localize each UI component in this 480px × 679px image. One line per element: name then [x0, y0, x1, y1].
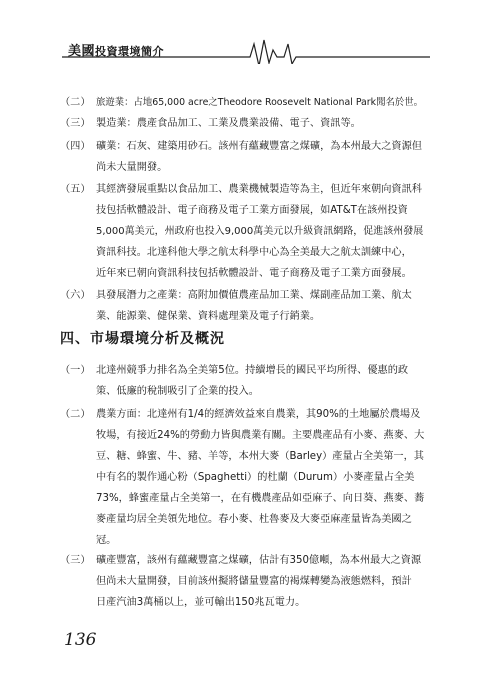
- list-item: [60, 360, 426, 402]
- page-number: 136: [64, 630, 97, 650]
- list-item: [60, 285, 426, 327]
- item-number: （五）: [60, 184, 91, 195]
- section-title: 四、市場環境分析及概況: [60, 331, 225, 347]
- item-number: （六）: [60, 290, 91, 301]
- item-line: 具發展潛力之產業：高附加價值農產品加工業、煤副產品加工業、航太: [96, 290, 412, 301]
- list-item: [60, 404, 426, 551]
- item-line: 但尚未大量開發，目前該州擬將儲量豐富的褐煤轉變為液態燃料，預計: [96, 576, 412, 587]
- item-line: 業、能源業、健保業、資料處理業及電子行銷業。: [96, 311, 321, 322]
- item-line: 礦業：石灰、建築用砂石。該州有蘊藏豐富之煤礦，為本州最大之資源但: [96, 141, 422, 152]
- list-item: [60, 136, 426, 178]
- header-title-rest: 投資環境簡介: [95, 45, 165, 58]
- item-line: 冠。: [96, 535, 117, 546]
- item-number: （一）: [60, 365, 91, 376]
- list-item: [60, 179, 426, 284]
- item-line: 豆、糖、蜂蜜、牛、豬、羊等，本州大麥（Barley）產量占全美第一，其: [96, 451, 424, 462]
- list-item: [60, 92, 426, 113]
- list-item: [60, 113, 426, 134]
- item-number: （三）: [60, 118, 91, 129]
- item-line: 5,000萬美元，州政府也投入9,000萬美元以升級資訊網路，促進該州發展: [96, 226, 424, 237]
- item-line: 農業方面：北達州有1/4的經濟效益來自農業，其90%的土地屬於農場及: [96, 409, 421, 420]
- item-line: 旅遊業：占地65,000 acre之Theodore Roosevelt National Park聞名於世。: [96, 97, 423, 108]
- item-number: （二）: [60, 97, 91, 108]
- header-title-prefix: 美國: [68, 44, 96, 59]
- header-title: [68, 40, 164, 59]
- page-header: [0, 30, 480, 64]
- item-number: （二）: [60, 409, 91, 420]
- item-line: 資訊科技。北達科他大學之航太科學中心為全美最大之航太訓練中心，: [96, 247, 412, 258]
- item-number: （三）: [60, 555, 91, 566]
- item-line: 近年來已朝向資訊科技包括軟體設計、電子商務及電子工業方面發展。: [96, 268, 412, 279]
- item-line: 牧場，有接近24%的勞動力皆與農業有關。主要農產品有小麥、燕麥、大: [96, 430, 425, 441]
- item-line: 中有名的製作通心粉（Spaghetti）的杜蘭（Durum）小麥產量占全美: [96, 472, 415, 483]
- item-line: 策、低廉的稅制吸引了企業的投入。: [96, 386, 259, 397]
- item-number: （四）: [60, 141, 91, 152]
- item-line: 北達州競爭力排名為全美第5位。持續增長的國民平均所得、優惠的政: [96, 365, 409, 376]
- list-item: [60, 550, 426, 613]
- item-line: 製造業：農產食品加工、工業及農業設備、電子、資訊等。: [96, 118, 361, 129]
- item-line: 麥產量均居全美領先地位。春小麥、杜魯麥及大麥亞麻產量皆為美國之: [96, 514, 412, 525]
- item-line: 礦產豐富，該州有蘊藏豐富之煤礦，估計有350億噸，為本州最大之資源: [96, 555, 422, 566]
- item-line: 73%，蜂蜜產量占全美第一，在有機農產品如亞麻子、向日葵、燕麥、蕎: [96, 493, 425, 504]
- item-line: 尚未大量開發。: [96, 162, 168, 173]
- item-line: 技包括軟體設計、電子商務及電子工業方面發展，如AT&T在該州投資: [96, 205, 408, 216]
- item-line: 其經濟發展重點以食品加工、農業機械製造等為主，但近年來朝向資訊科: [96, 184, 422, 195]
- item-line: 日產汽油3萬桶以上，並可輸出150兆瓦電力。: [96, 597, 306, 608]
